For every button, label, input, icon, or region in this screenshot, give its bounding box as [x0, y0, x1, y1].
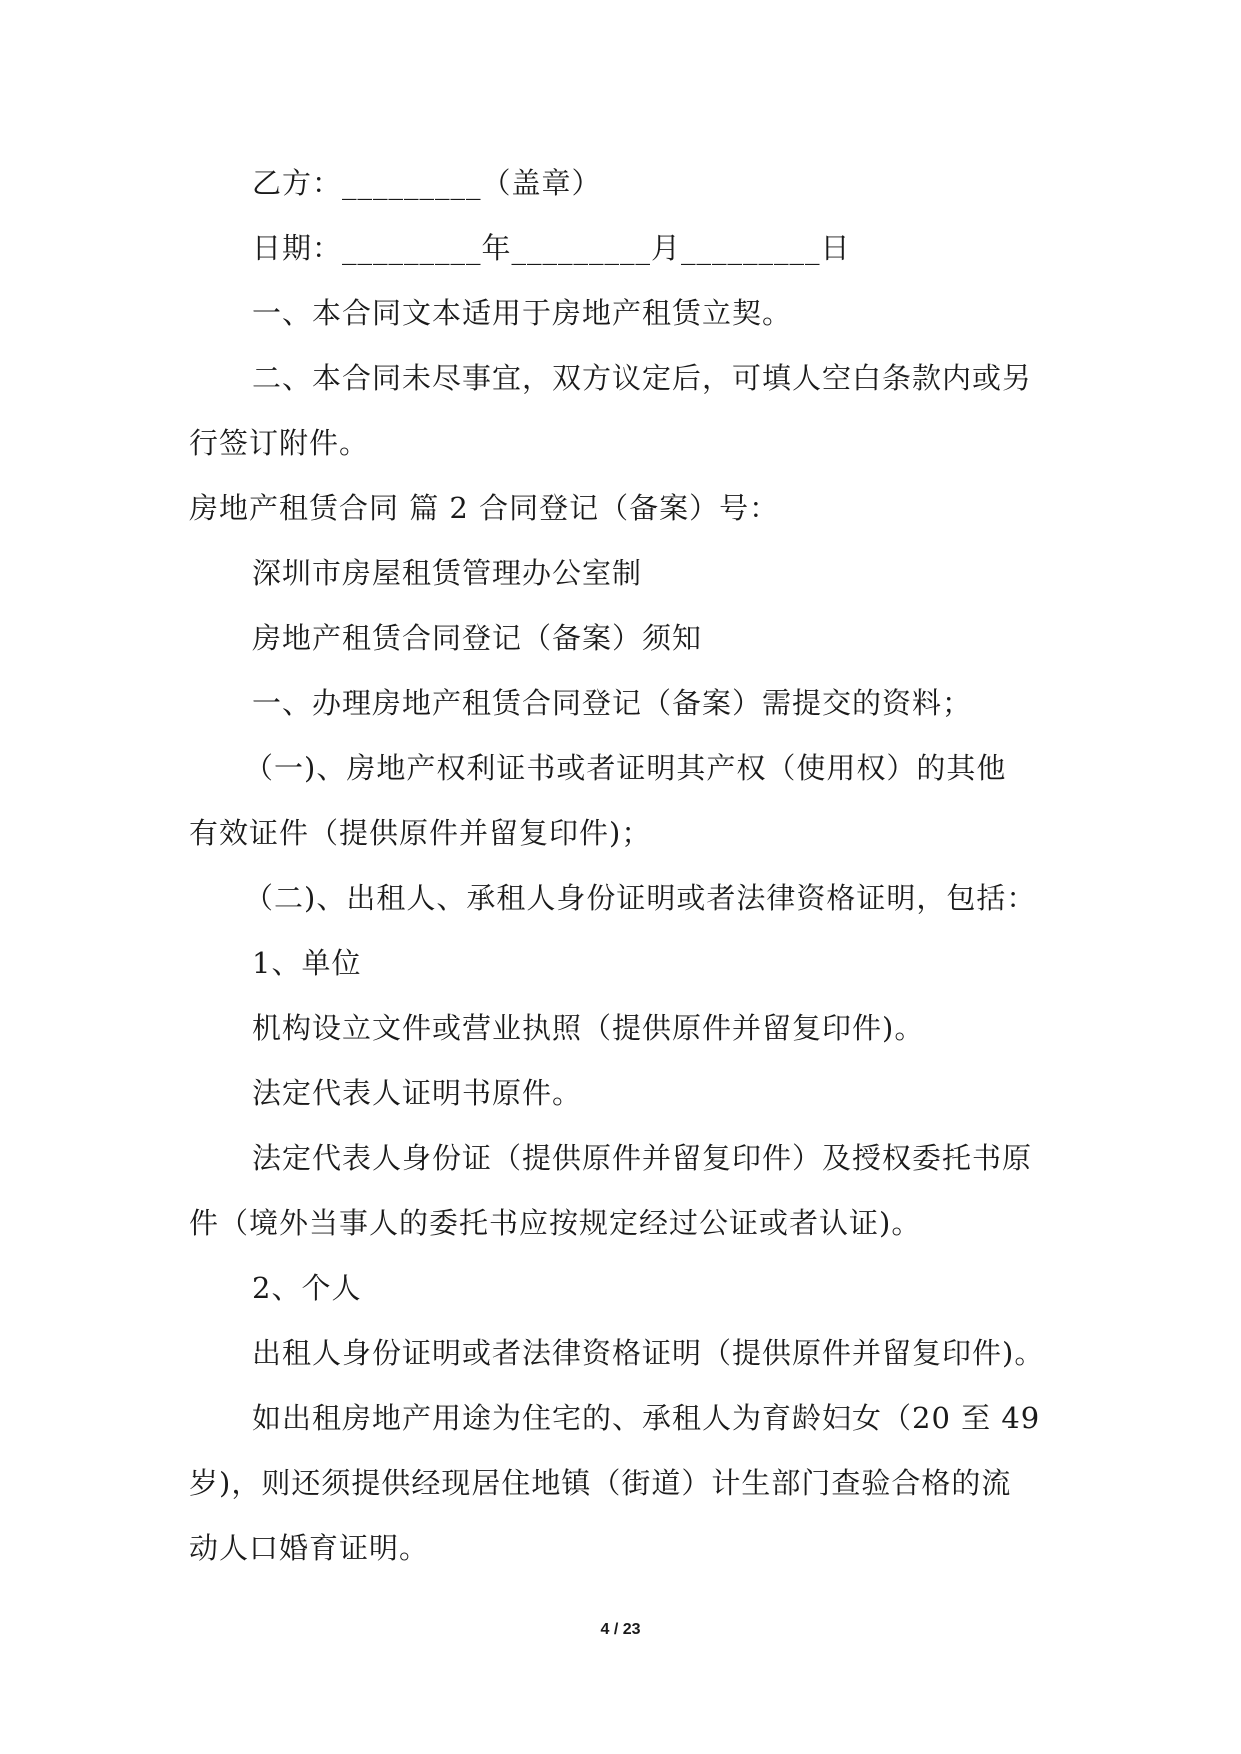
party-b-seal-line: 乙方：_________（盖章） — [252, 166, 602, 200]
individual-heading: 2、个人 — [252, 1271, 362, 1305]
individual-item-2: 如出租房地产用途为住宅的、承租人为育龄妇女（20 至 49 — [252, 1401, 1041, 1435]
notice-title: 房地产租赁合同登记（备案）须知 — [252, 621, 703, 655]
unit-item-1: 机构设立文件或营业执照（提供原件并留复印件)。 — [252, 1011, 925, 1045]
note-item-1: 一、本合同文本适用于房地产租赁立契。 — [252, 296, 793, 330]
requirement-1: （一)、房地产权利证书或者证明其产权（使用权）的其他 — [244, 751, 1007, 785]
note-item-2-cont: 行签订附件。 — [189, 426, 370, 460]
unit-item-3-cont: 件（境外当事人的委托书应按规定经过公证或者认证)。 — [189, 1206, 922, 1240]
individual-item-2-cont-2: 动人口婚育证明。 — [189, 1531, 430, 1565]
unit-item-2: 法定代表人证明书原件。 — [252, 1076, 583, 1110]
unit-item-3: 法定代表人身份证（提供原件并留复印件）及授权委托书原 — [252, 1141, 1033, 1175]
unit-heading: 1、单位 — [252, 946, 362, 980]
individual-item-1: 出租人身份证明或者法律资格证明（提供原件并留复印件)。 — [252, 1336, 1045, 1370]
date-line: 日期：_________年_________月_________日 — [252, 231, 851, 265]
requirement-1-cont: 有效证件（提供原件并留复印件)； — [189, 816, 652, 850]
issuer-line: 深圳市房屋租赁管理办公室制 — [252, 556, 643, 590]
requirement-2: （二)、出租人、承租人身份证明或者法律资格证明，包括： — [244, 881, 1037, 915]
note-item-2: 二、本合同未尽事宜，双方议定后，可填人空白条款内或另 — [252, 361, 1033, 395]
individual-item-2-cont: 岁)，则还须提供经现居住地镇（街道）计生部门查验合格的流 — [189, 1466, 1012, 1500]
page-number: 4 / 23 — [600, 1621, 641, 1638]
requirement-heading: 一、办理房地产租赁合同登记（备案）需提交的资料； — [252, 686, 973, 720]
section-heading: 房地产租赁合同 篇 2 合同登记（备案）号： — [189, 491, 780, 525]
